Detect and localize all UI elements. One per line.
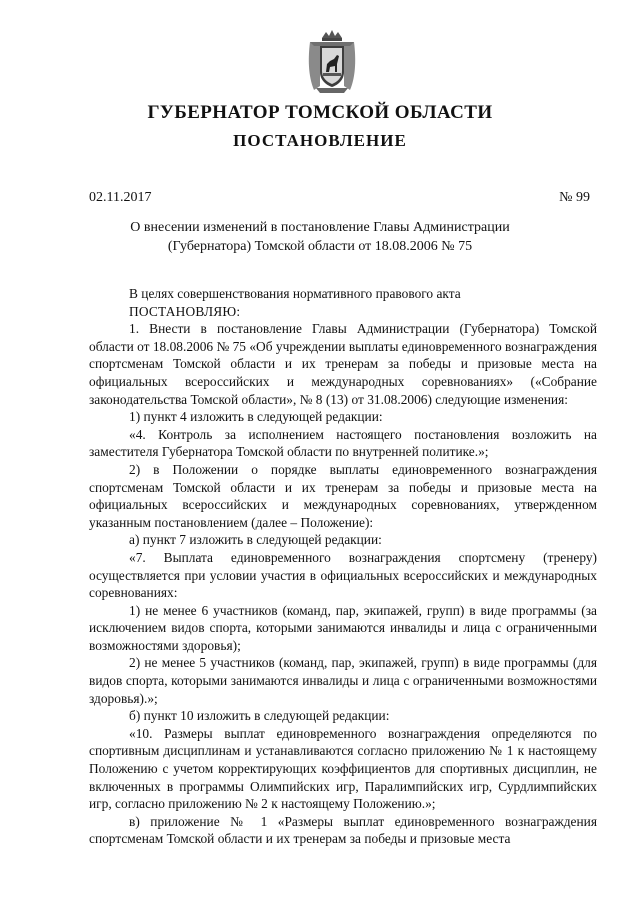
body-paragraph: б) пункт 10 изложить в следующей редакции: bbox=[129, 708, 390, 724]
body-paragraph: 2) не менее 5 участников (команд, пар, экипажей, групп) в виде программы (для видов спорта, которыми занимаются инвалиды и лица с ограниченными возможностями здоровья).»; bbox=[89, 655, 597, 706]
body-paragraph: «7. Выплата единовременного вознаграждения спортсмену (тренеру) осуществляется при условии участия в официальных всероссийских и международных соревнованиях: bbox=[89, 549, 597, 601]
document-body bbox=[89, 285, 597, 848]
resolve-heading: ПОСТАНОВЛЯЮ: bbox=[129, 303, 241, 319]
body-paragraph: 2) в Положении о порядке выплаты единовременного вознаграждения спортсменам Томской области и их тренерам за победы и призовые места на официальных всероссийских и международных соревнованиях, утвержденном указанным постановлением (далее – Положение): bbox=[89, 461, 597, 530]
issuer-title: ГУБЕРНАТОР ТОМСКОЙ ОБЛАСТИ bbox=[147, 102, 493, 123]
document-subject bbox=[0, 218, 640, 256]
body-paragraph: «10. Размеры выплат единовременного вознаграждения определяются по спортивным дисциплинам и устанавливаются согласно приложению № 1 к настоящему Положению с учетом корректирующих коэффициентов для спортивных дисциплин, не включенных в программы Олимпийских игр, Паралимпийских игр, Сурдлимпийских игр, согласно приложению № 2 к настоящему Положению.»; bbox=[89, 725, 597, 812]
subject-line: (Губернатора) Томской области от 18.08.2006 № 75 bbox=[167, 239, 473, 254]
body-paragraph: в) приложение № 1 «Размеры выплат единовременного вознаграждения спортсменам Томской области и их тренерам за победы и призовые места bbox=[89, 813, 597, 847]
document-type: ПОСТАНОВЛЕНИЕ bbox=[233, 131, 407, 150]
preamble: В целях совершенствования нормативного правового акта bbox=[129, 286, 461, 301]
subject-line: О внесении изменений в постановление Главы Администрации bbox=[130, 220, 510, 235]
body-paragraph: 1) не менее 6 участников (команд, пар, экипажей, групп) в виде программы (за исключением видов спорта, которыми занимаются инвалиды и лица с ограниченными возможностями здоровья); bbox=[89, 602, 597, 653]
body-paragraph: 1. Внести в постановление Главы Администрации (Губернатора) Томской области от 18.08.2006 № 75 «Об учреждении выплаты единовременного вознаграждения спортсменам Томской области и их тренерам за победы и призовые места на официальных всероссийских и международных соревнованиях» («Собрание законодательства Томской области», № 8 (13) от 31.08.2006) следующие изменения: bbox=[89, 321, 597, 407]
document-number: № 99 bbox=[559, 190, 590, 205]
body-paragraph: а) пункт 7 изложить в следующей редакции: bbox=[129, 532, 382, 548]
document-date: 02.11.2017 bbox=[89, 190, 152, 205]
coat-of-arms-icon bbox=[304, 28, 360, 94]
body-paragraph: 1) пункт 4 изложить в следующей редакции: bbox=[129, 409, 383, 425]
body-paragraph: «4. Контроль за исполнением настоящего постановления возложить на заместителя Губернатора Томской области по внутренней политике.»; bbox=[89, 426, 597, 460]
